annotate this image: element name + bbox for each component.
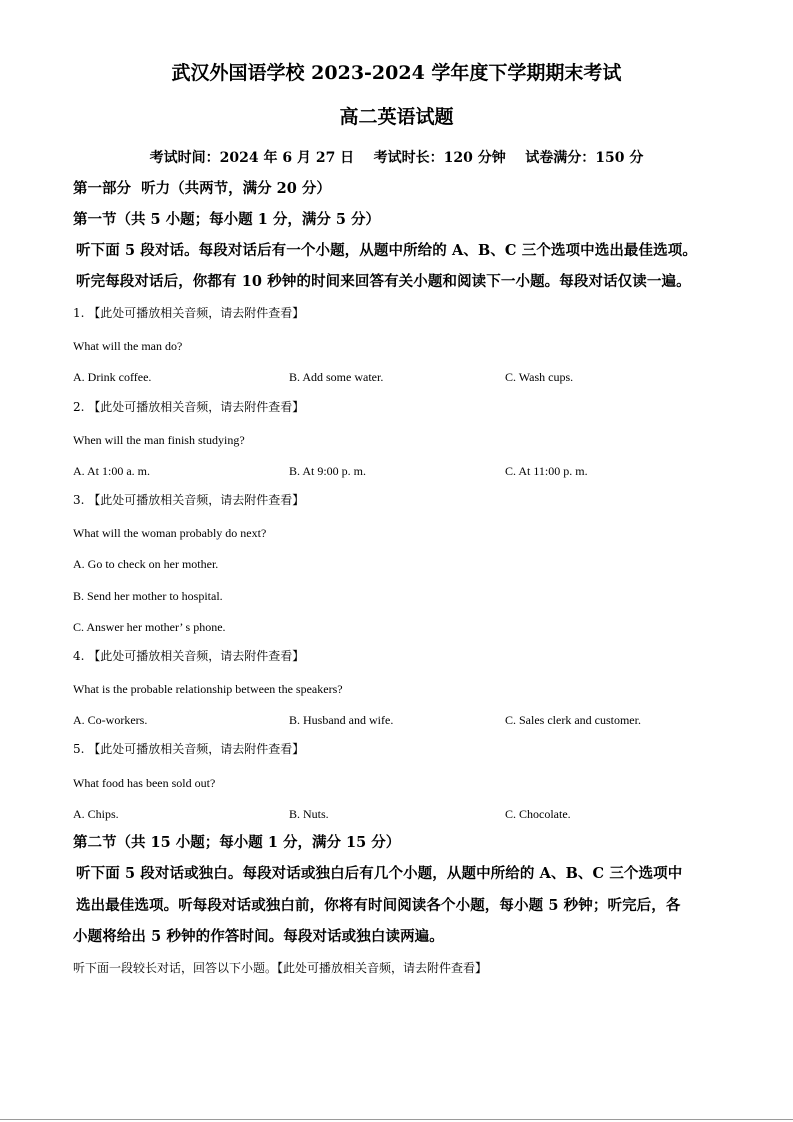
option-b: B. Send her mother to hospital. — [73, 589, 223, 603]
section2-instruction-3: 小题将给出 5 秒钟的作答时间。每段对话或独白读两遍。 — [73, 928, 444, 945]
section2-instruction-2: 选出最佳选项。听每段对话或独白前，你将有时间阅读各个小题，每小题 5 秒钟；听完后，各 — [76, 897, 681, 914]
section2-note: 听下面一段较长对话，回答以下小题。【此处可播放相关音频，请去附件查看】 — [73, 961, 488, 975]
section2-heading: 第二节（共 15 小题；每小题 1 分，满分 15 分） — [73, 834, 401, 851]
section1-heading: 第一节（共 5 小题；每小题 1 分，满分 5 分） — [73, 211, 381, 228]
option-a: A. Chips. — [73, 807, 119, 821]
question-text: What will the man do? — [73, 339, 183, 353]
audio-placeholder: 4. 【此处可播放相关音频，请去附件查看】 — [73, 649, 305, 663]
exam-info: 考试时间：2024 年 6 月 27 日 考试时长：120 分钟 试卷满分：150 分 — [149, 150, 644, 166]
section1-instruction-2: 听完每段对话后，你都有 10 秒钟的时间来回答有关小题和阅读下一小题。每段对话仅读一遍。 — [76, 273, 691, 290]
page-bottom-rule — [0, 1119, 793, 1120]
exam-title: 武汉外国语学校 2023-2024 学年度下学期期末考试 — [171, 62, 622, 84]
audio-placeholder: 1. 【此处可播放相关音频，请去附件查看】 — [73, 306, 305, 320]
exam-subtitle: 高二英语试题 — [339, 106, 454, 128]
option-b: B. Husband and wife. — [289, 713, 394, 727]
section1-instruction-1: 听下面 5 段对话。每段对话后有一个小题，从题中所给的 A、B、C 三个选项中选出最佳选项。 — [76, 242, 697, 259]
option-c: C. Answer her mother’ s phone. — [73, 620, 226, 634]
question-text: What will the woman probably do next? — [73, 526, 267, 540]
audio-placeholder: 3. 【此处可播放相关音频，请去附件查看】 — [73, 493, 305, 507]
option-c: C. At 11:00 p. m. — [505, 464, 588, 478]
option-c: C. Wash cups. — [505, 370, 574, 384]
option-a: A. Co-workers. — [73, 713, 148, 727]
option-b: B. Add some water. — [289, 370, 384, 384]
question-text: When will the man finish studying? — [73, 433, 245, 447]
option-a: A. Go to check on her mother. — [73, 557, 219, 571]
option-b: B. Nuts. — [289, 807, 329, 821]
option-c: C. Sales clerk and customer. — [505, 713, 641, 727]
option-c: C. Chocolate. — [505, 807, 571, 821]
option-a: A. At 1:00 a. m. — [73, 464, 150, 478]
audio-placeholder: 2. 【此处可播放相关音频，请去附件查看】 — [73, 400, 305, 414]
question-text: What food has been sold out? — [73, 776, 216, 790]
audio-placeholder: 5. 【此处可播放相关音频，请去附件查看】 — [73, 742, 305, 756]
part1-heading: 第一部分 听力（共两节，满分 20 分） — [73, 180, 331, 197]
question-text: What is the probable relationship between the speakers? — [73, 682, 343, 696]
option-a: A. Drink coffee. — [73, 370, 152, 384]
option-b: B. At 9:00 p. m. — [289, 464, 367, 478]
section2-instruction-1: 听下面 5 段对话或独白。每段对话或独白后有几个小题，从题中所给的 A、B、C 三个选项中 — [76, 865, 683, 882]
